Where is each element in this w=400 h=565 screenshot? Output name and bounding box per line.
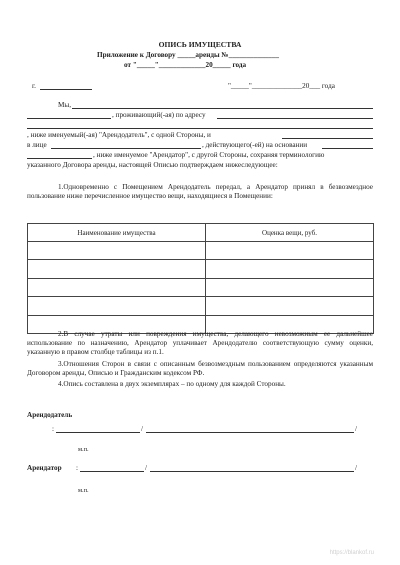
fill-line-basis-2 [27, 158, 92, 159]
city-line [40, 89, 92, 90]
table-cell[interactable] [206, 278, 374, 296]
fill-line-party1b [27, 118, 111, 119]
table-header-row [28, 224, 374, 242]
col-header-valuation: Оценка вещи, руб. [206, 224, 374, 242]
clause-1: 1.Одновременно с Помещением Арендодатель передал, а Арендатор принял в безвозмездное пользование ниже перечисленное имущество вещи, находящиеся в Помещении: [27, 183, 373, 200]
table-cell[interactable] [28, 297, 206, 315]
lessor-signature-line[interactable] [56, 432, 140, 433]
table-cell[interactable] [28, 260, 206, 278]
fill-line-address-2 [27, 128, 373, 129]
watermark-url: https://blankof.ru [329, 550, 374, 556]
lessee-slash-1: / [145, 464, 147, 472]
lessee-slash-2: / [355, 464, 357, 472]
clause-3: 3.Отношения Сторон в связи с описанным безвозмездным пользованием определяются указанным Договором аренды, Описью и Гражданским кодексом РФ. [27, 360, 373, 377]
table-cell[interactable] [206, 297, 374, 315]
city-prefix: г. [32, 82, 36, 90]
table-row [28, 278, 374, 296]
lessee-name-line[interactable] [150, 471, 354, 472]
clause-2: 2.В случае утраты или повреждения имущества, делающего невозможным ее дальнейшее использование по назначению, Арендатор уплачивает Арендодателю соответствующую сумму оценки, указанную в правом столбце таблицы из п.1. [27, 330, 373, 356]
fill-line-party2 [282, 138, 373, 139]
table-cell[interactable] [206, 260, 374, 278]
col-header-item-name: Наименование имущества [28, 224, 206, 242]
doc-subtitle-1: Приложение к Договору _____аренды №______________ [97, 51, 279, 59]
table-row [28, 242, 374, 260]
clause-4: 4.Опись составлена в двух экземплярах – по одному для каждой Стороны. [58, 380, 286, 388]
lessee-colon: : [76, 464, 78, 472]
lessee-signature-line[interactable] [80, 471, 144, 472]
lessee-label: Арендатор [27, 464, 62, 472]
table-cell[interactable] [28, 242, 206, 260]
lessor-name-line[interactable] [146, 432, 354, 433]
lessor-slash-1: / [141, 425, 143, 433]
date-right: "_____"______________20___ года [228, 82, 335, 90]
table-cell[interactable] [28, 278, 206, 296]
text-acting: , действующего(-ей) на основании [202, 141, 308, 149]
fill-line-address [217, 118, 373, 119]
lessor-slash-2: / [355, 425, 357, 433]
fill-line-representative [51, 148, 201, 149]
lessee-stamp-place: м.п. [78, 487, 89, 494]
text-confirm: указанного Договора аренды, настоящей Описью подтверждаем нижеследующее: [27, 161, 278, 169]
doc-title: ОПИСЬ ИМУЩЕСТВА [158, 40, 242, 49]
fill-line-basis [322, 148, 373, 149]
table-cell[interactable] [206, 242, 374, 260]
inventory-table [27, 223, 374, 334]
text-we: Мы, [58, 101, 72, 109]
text-lessor-ref: , ниже именуемый(-ая) "Арендодатель", с одной Стороны, и [27, 131, 211, 139]
lessor-label: Арендодатель [27, 411, 73, 419]
lessor-colon: : [52, 425, 54, 433]
table-row [28, 297, 374, 315]
table-row [28, 260, 374, 278]
lessor-stamp-place: м.п. [78, 446, 89, 453]
fill-line-party1 [72, 108, 373, 109]
text-lessee-ref: , ниже именуемое "Арендатор", с другой Стороны, сохраняя терминологию [93, 151, 325, 159]
doc-subtitle-2: от "_____"_____________20_____ года [124, 61, 247, 69]
text-in-person: в лице [27, 141, 47, 149]
text-residing: , проживающий(-ая) по адресу [112, 111, 206, 119]
